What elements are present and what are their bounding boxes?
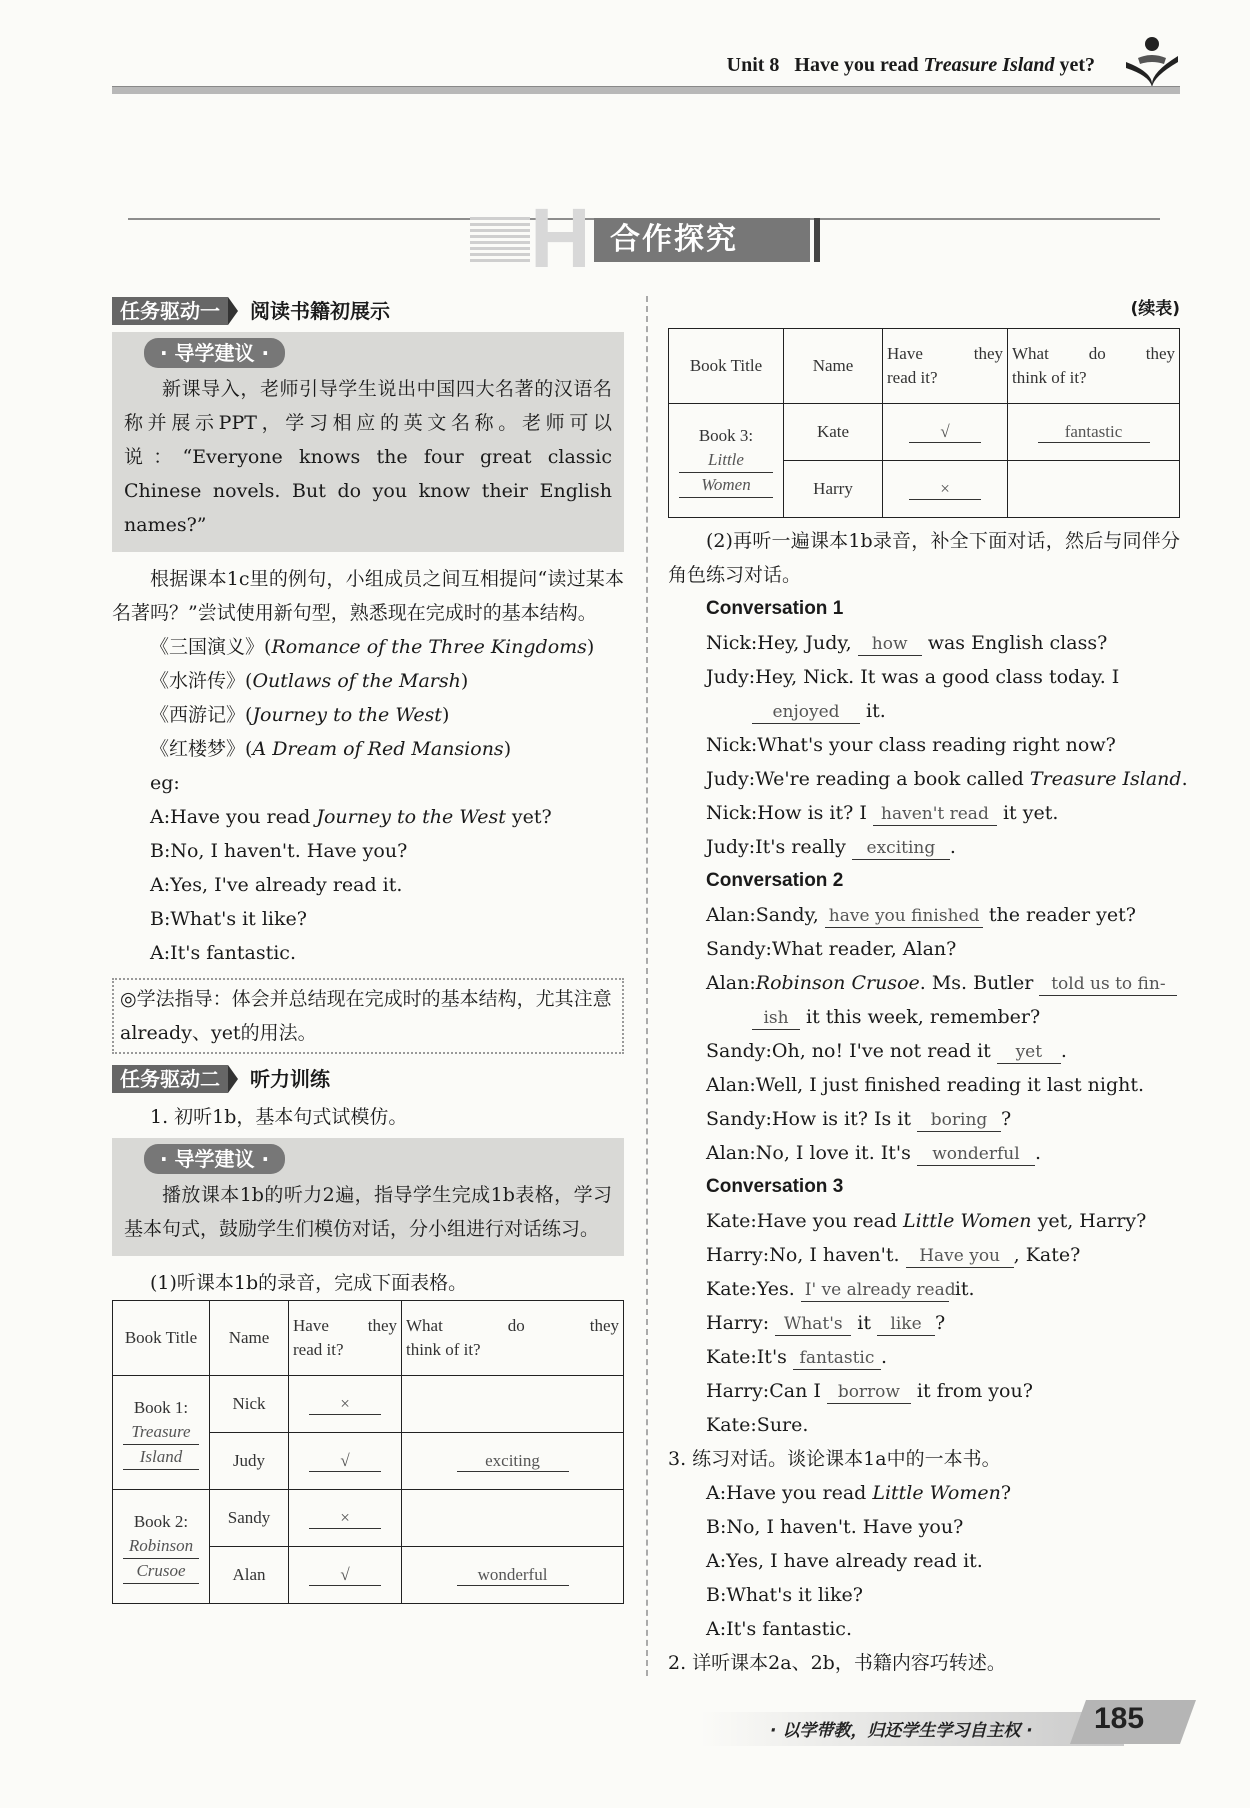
novel-item: 《西游记》(Journey to the West) [150, 704, 450, 726]
banner-stripes [470, 216, 530, 262]
read-cell [289, 1376, 402, 1433]
dialog-line: Sandy:How is it? Is it boring ? [706, 1108, 1012, 1130]
answer-blank[interactable]: Have you [906, 1245, 1014, 1268]
answer-blank[interactable]: × [909, 479, 981, 500]
answer-blank[interactable]: yet [997, 1041, 1061, 1064]
novel-item: 《红楼梦》(A Dream of Red Mansions) [150, 738, 512, 760]
col-think: What do they think of it? [402, 1301, 624, 1376]
novel-item: 《三国演义》(Romance of the Three Kingdoms) [150, 636, 595, 658]
guide-box-1 [112, 332, 624, 552]
answer-blank[interactable]: × [309, 1508, 381, 1529]
sub-task-1: (1)听课本1b的录音，完成下面表格。 [150, 1272, 468, 1294]
col-read: Have they read it? [289, 1301, 402, 1376]
tip-text: ◎学法指导：体会并总结现在完成时的基本结构，尤其注意already、yet的用法。 [120, 988, 612, 1044]
read-cell [289, 1547, 402, 1604]
guide-box-2 [112, 1138, 624, 1256]
answer-blank[interactable]: enjoyed [752, 701, 860, 724]
dialog-line: Kate:It's fantastic . [706, 1346, 888, 1368]
practice-line: B:No, I haven't. Have you? [706, 1516, 964, 1538]
example-line: A:Have you read Journey to the West yet? [150, 806, 552, 828]
answer-blank[interactable]: I' ve already read [801, 1279, 949, 1302]
guide-tag: · 导学建议 · [144, 338, 285, 368]
answer-blank[interactable]: told us to fin- [1039, 973, 1177, 996]
listening-table-1 [112, 1300, 624, 1604]
think-cell [402, 1547, 624, 1604]
table-row [113, 1376, 624, 1433]
step-3: 3. 练习对话。谈论课本1a中的一本书。 [668, 1448, 1001, 1470]
section-title: 合作探究 [594, 218, 810, 262]
practice-line: A:Have you read Little Women? [706, 1482, 1012, 1504]
dialog-line: Sandy:What reader, Alan? [706, 938, 957, 960]
dialog-line: Kate:Sure. [706, 1414, 809, 1436]
book-cell: Book 1: Treasure Island [113, 1376, 210, 1490]
step-1: 1. 初听1b，基本句式试模仿。 [150, 1106, 408, 1128]
practice-line: B:What's it like? [706, 1584, 863, 1606]
answer-blank[interactable]: exciting [852, 837, 950, 860]
example-line: A:It's fantastic. [150, 942, 296, 964]
practice-line: A:Yes, I have already read it. [706, 1550, 983, 1572]
answer-blank[interactable]: borrow [827, 1381, 911, 1404]
col-read: Have they read it? [883, 329, 1008, 404]
answer-blank[interactable]: like [877, 1313, 935, 1336]
right-column [668, 292, 1188, 1680]
dialog-line: Kate:Yes. I' ve already read it. [706, 1278, 975, 1300]
dialog-line: Kate:Have you read Little Women yet, Harry? [706, 1210, 1147, 1232]
col-think: What do they think of it? [1008, 329, 1180, 404]
page-number: 185 [1094, 1702, 1145, 1735]
dialog-line: Harry:Can I borrow it from you? [706, 1380, 1033, 1402]
answer-blank[interactable]: × [309, 1394, 381, 1415]
left-column [112, 292, 624, 1604]
name-cell: Kate [784, 404, 883, 461]
answer-blank[interactable]: wonderful [457, 1565, 569, 1586]
answer-blank[interactable]: √ [309, 1565, 381, 1586]
answer-blank[interactable]: What's [775, 1313, 851, 1336]
answer-blank[interactable]: √ [309, 1451, 381, 1472]
method-tip [112, 978, 624, 1054]
example-line: B:No, I haven't. Have you? [150, 840, 408, 862]
header-rule [112, 86, 1180, 94]
name-cell: Sandy [210, 1490, 289, 1547]
answer-blank[interactable]: exciting [457, 1451, 569, 1472]
think-cell [1008, 404, 1180, 461]
answer-blank[interactable]: fantastic [793, 1347, 881, 1370]
task-heading-2 [112, 1064, 624, 1094]
dialog-line: Judy:We're reading a book called Treasure Island. [706, 768, 1188, 790]
col-name: Name [784, 329, 883, 404]
example-label: eg: [150, 772, 180, 794]
dialog-line: Nick:How is it? I haven't read it yet. [706, 802, 1059, 824]
dialog-line: Nick:Hey, Judy, how was English class? [706, 632, 1108, 654]
dialog-line: Sandy:Oh, no! I've not read it yet . [706, 1040, 1067, 1062]
unit-label: Unit 8 [726, 54, 780, 76]
task-arrow-icon [228, 1065, 238, 1093]
sub-task-2: (2)再听一遍课本1b录音，补全下面对话，然后与同伴分角色练习对话。 [668, 530, 1180, 586]
read-cell [289, 1433, 402, 1490]
banner-letter: H [530, 191, 591, 285]
answer-blank[interactable]: haven't read [873, 803, 997, 826]
col-book-title: Book Title [113, 1301, 210, 1376]
task-tag: 任务驱动二 [112, 1065, 228, 1093]
table-row [113, 1490, 624, 1547]
table-header-row [113, 1301, 624, 1376]
name-cell: Nick [210, 1376, 289, 1433]
task1-intro: 根据课本1c里的例句，小组成员之间互相提问“读过某本名著吗？”尝试使用新句型，熟悉现在完成时的基本结构。 [112, 568, 624, 624]
dialog-line: Harry: What's it like ? [706, 1312, 946, 1334]
banner-end-bar [814, 218, 820, 262]
name-cell: Judy [210, 1433, 289, 1490]
task-tag: 任务驱动一 [112, 297, 228, 325]
task-title: 阅读书籍初展示 [250, 299, 390, 323]
guide-tag: · 导学建议 · [144, 1144, 285, 1174]
book-cell: Book 2: Robinson Crusoe [113, 1490, 210, 1604]
name-cell: Alan [210, 1547, 289, 1604]
answer-blank[interactable]: how [858, 633, 922, 656]
column-divider [646, 296, 648, 1676]
think-cell [402, 1376, 624, 1433]
col-book-title: Book Title [669, 329, 784, 404]
running-header [727, 54, 1095, 77]
task-heading-1 [112, 296, 624, 326]
dialog-line: enjoyed it. [668, 694, 1180, 728]
name-cell: Harry [784, 461, 883, 518]
think-cell [402, 1433, 624, 1490]
unit-title-post: yet? [1059, 54, 1095, 76]
dialog-line: Alan:Robinson Crusoe. Ms. Butler told us to fin- [668, 966, 1180, 1000]
answer-blank[interactable]: boring [917, 1109, 1001, 1132]
step-2: 2. 详听课本2a、2b，书籍内容巧转述。 [668, 1652, 1006, 1674]
read-cell [883, 461, 1008, 518]
think-cell [402, 1490, 624, 1547]
dialog-line: Alan:Well, I just finished reading it last night. [706, 1074, 1145, 1096]
answer-blank[interactable]: wonderful [917, 1143, 1035, 1166]
answer-blank[interactable]: ish [752, 1007, 800, 1030]
answer-blank[interactable]: √ [909, 422, 981, 443]
read-cell [883, 404, 1008, 461]
task-title: 听力训练 [250, 1067, 330, 1091]
read-cell [289, 1490, 402, 1547]
table-row [669, 404, 1180, 461]
dialog-line: ish it this week, remember? [668, 1000, 1180, 1034]
continued-label: (续表) [1130, 299, 1180, 319]
col-name: Name [210, 1301, 289, 1376]
dialog-line: Nick:What's your class reading right now? [706, 734, 1116, 756]
guide-text: 播放课本1b的听力2遍，指导学生完成1b表格，学习基本句式，鼓励学生们模仿对话，分小组进行对话练习。 [124, 1184, 612, 1240]
dialog-line: Alan:Sandy, have you finished the reader yet? [706, 904, 1136, 926]
dialog-line: Judy:It's really exciting . [706, 836, 956, 858]
novel-item: 《水浒传》(Outlaws of the Marsh) [150, 670, 469, 692]
dialog-line: Judy:Hey, Nick. It was a good class today. I [706, 666, 1120, 688]
unit-title-book: Treasure Island [923, 54, 1055, 76]
answer-blank[interactable]: have you finished [825, 905, 983, 928]
guide-text: 新课导入，老师引导学生说出中国四大名著的汉语名称并展示PPT，学习相应的英文名称。老师可以说：“Everyone knows the four great classic Chinese novels. But do you know their English names?” [124, 378, 612, 536]
reader-logo-icon [1122, 32, 1182, 87]
answer-blank[interactable]: fantastic [1038, 422, 1150, 443]
think-cell [1008, 461, 1180, 518]
unit-title-pre: Have you read [794, 54, 919, 76]
example-line: B:What's it like? [150, 908, 307, 930]
conversation-title: Conversation 3 [706, 1176, 844, 1197]
footer-motto: · 以学带教，归还学生学习自主权 · [770, 1721, 1033, 1741]
listening-table-2 [668, 328, 1180, 518]
table-header-row [669, 329, 1180, 404]
example-line: A:Yes, I've already read it. [150, 874, 403, 896]
conversation-title: Conversation 2 [706, 870, 844, 891]
dialog-line: Harry:No, I haven't. Have you , Kate? [706, 1244, 1081, 1266]
conversation-title: Conversation 1 [706, 598, 844, 619]
practice-line: A:It's fantastic. [706, 1618, 852, 1640]
book-cell: Book 3: Little Women [669, 404, 784, 518]
task-arrow-icon [228, 297, 238, 325]
dialog-line: Alan:No, I love it. It's wonderful . [706, 1142, 1041, 1164]
